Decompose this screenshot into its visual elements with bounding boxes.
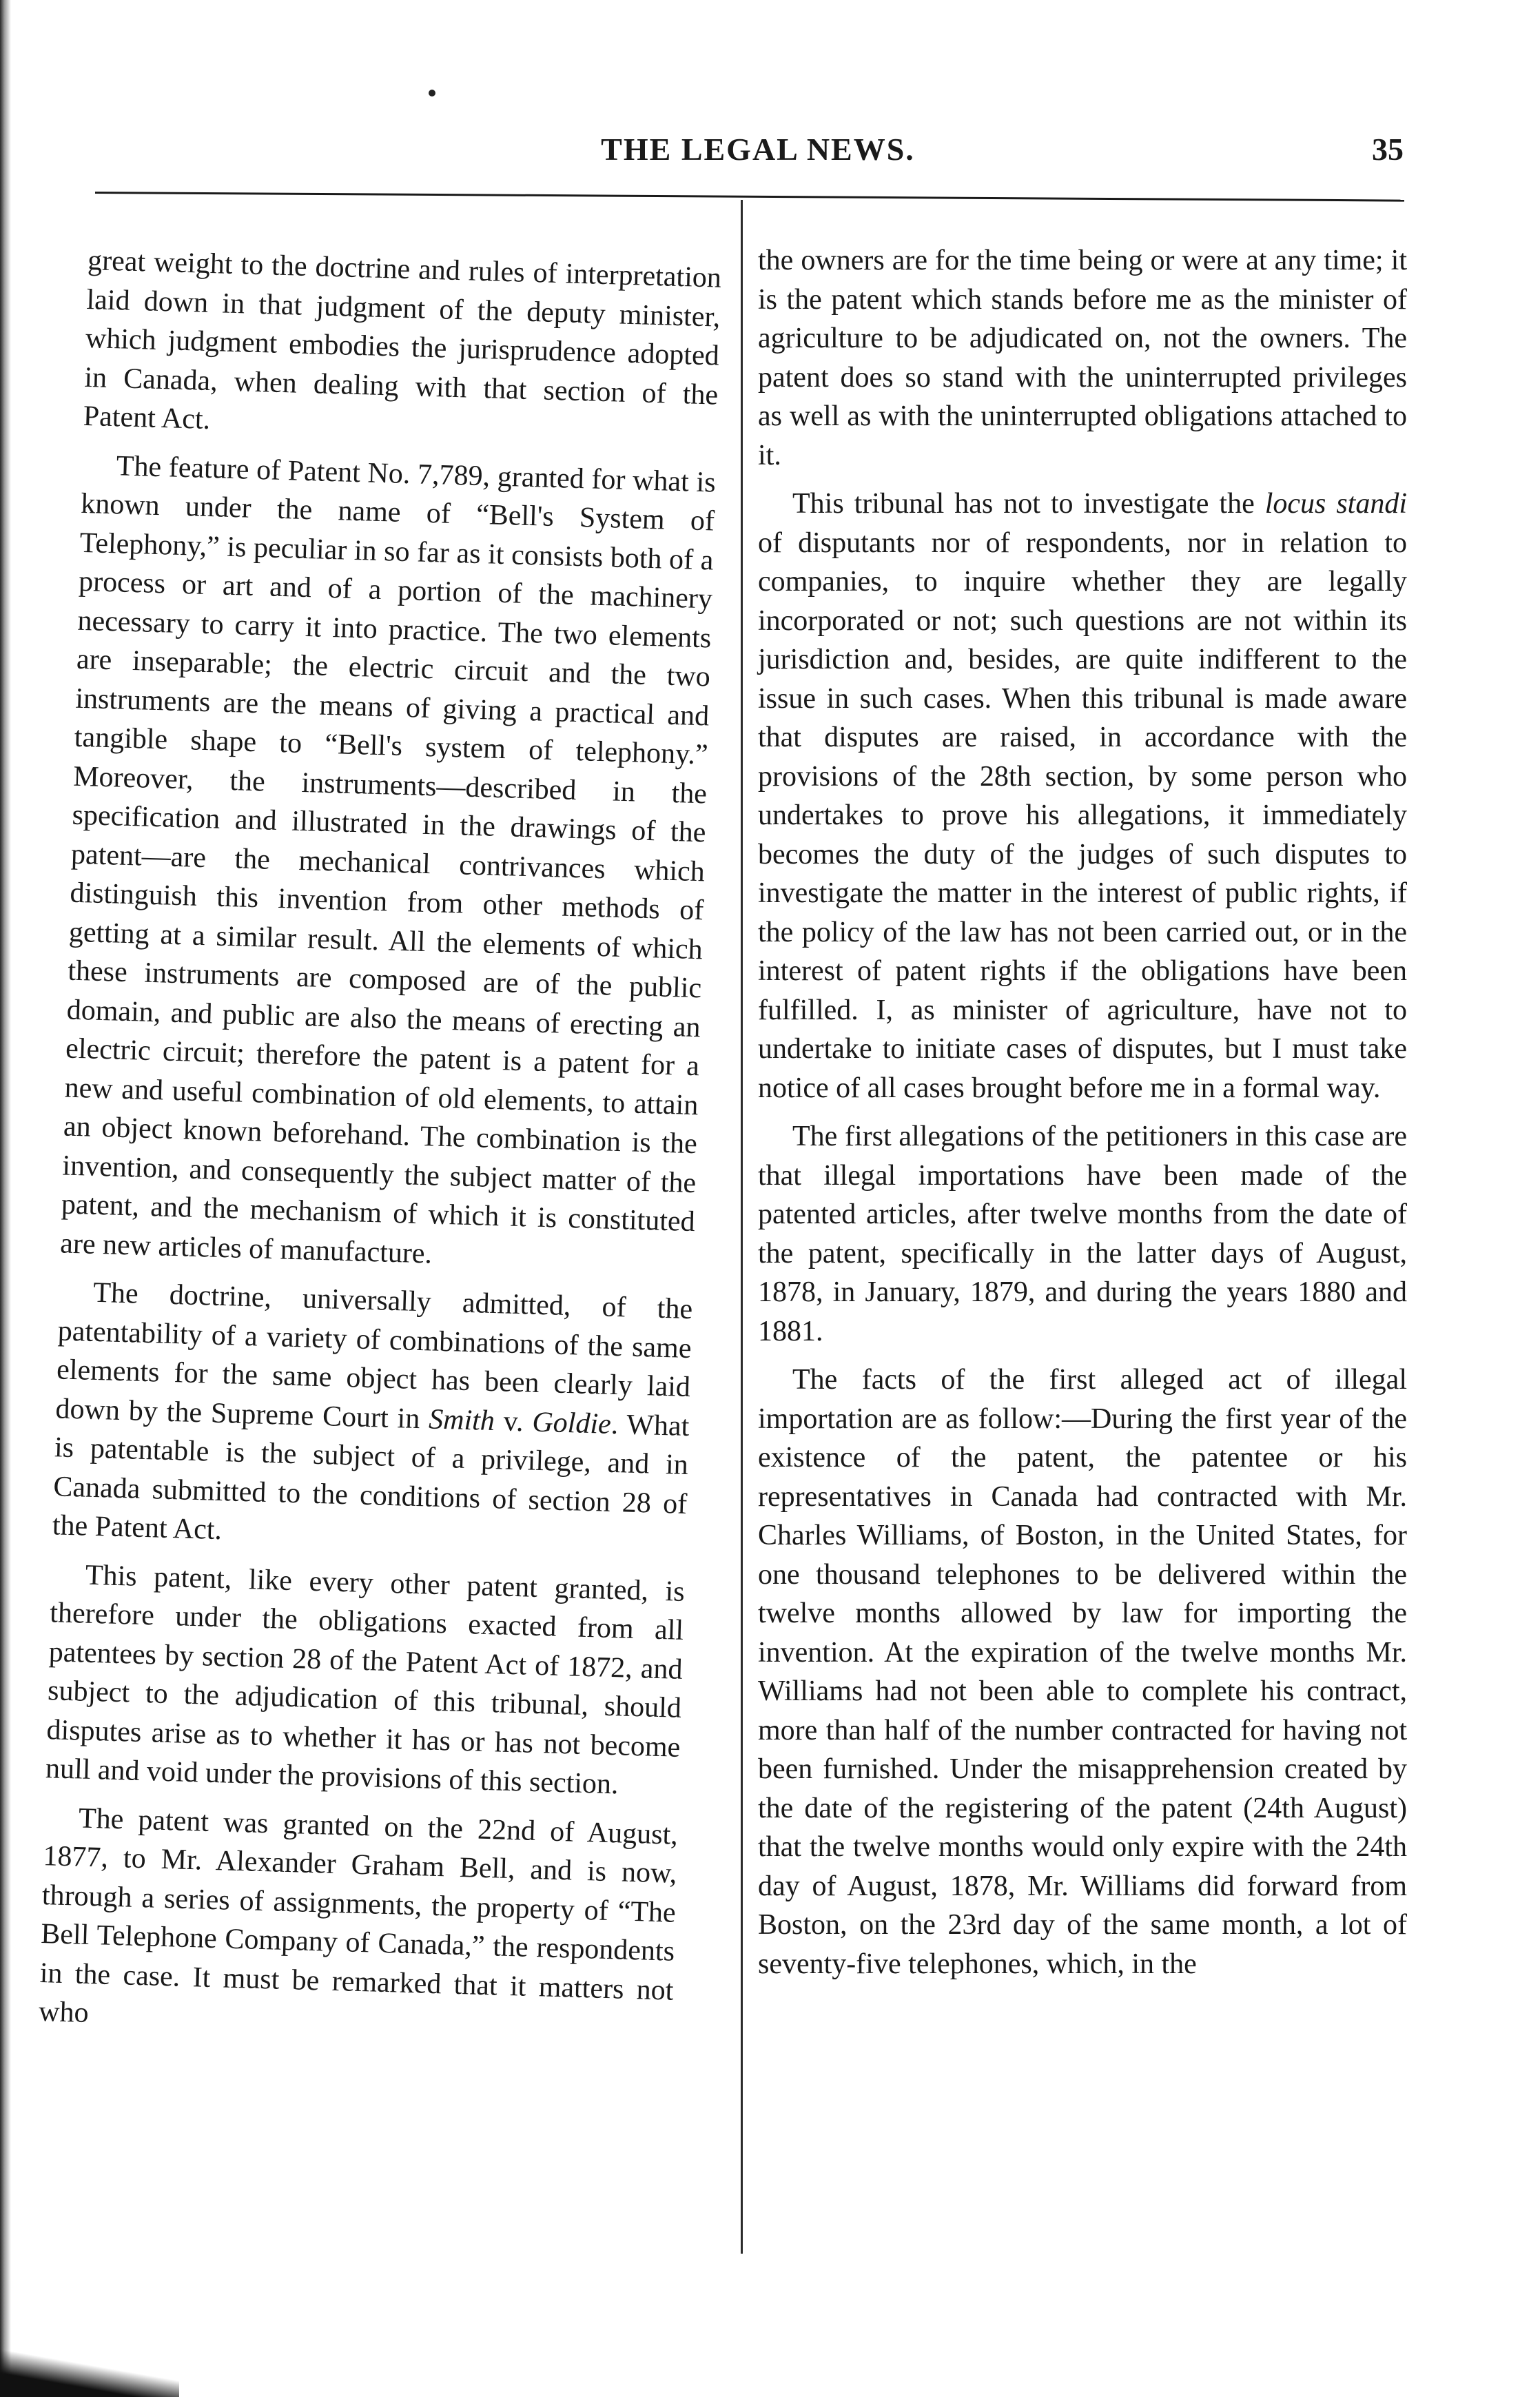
page-edge-shadow xyxy=(0,0,11,2397)
header-rule xyxy=(95,192,1404,202)
running-head: THE LEGAL NEWS. xyxy=(601,132,915,167)
paragraph: great weight to the doctrine and rules of interpretation laid down in that judgment of the deputy minister, which judgment embodies the jurisprudence adopted in Canada, when dealing with that section of the Patent Act. xyxy=(83,244,722,436)
paragraph: The feature of Patent No. 7,789, granted for what is known under the name of “Bell's System of Telephony,” is peculiar in so far as it consists both of a process or art and of a portion of the machinery necessary to carry it into practice. The two elements are inseparable; the electric circuit and the two instruments are the means of giving a practical and tangible shape to “Bell's system of telephony.” Moreover, the instruments—described in the specification and illustrated in the drawings of the patent—are the mechanical contrivances which distinguish this invention from other methods of getting at a similar result. All the elements of which these instruments are composed are of the public domain, and public are also the means of erecting an electric circuit; therefore the patent is a patent for a new and useful combination of old elements, to attain an object known beforehand. The combination is the invention, and consequently the subject matter of the patent, and the mechanism of which it is constituted are new articles of manufacture. xyxy=(59,449,717,1269)
right-column xyxy=(758,241,1407,1993)
text-run: The doctrine, universally admitted, of the patentability of a variety of combinations of the same elements for the same object has been clearly laid down by the Supreme Court in xyxy=(55,1276,693,1435)
paragraph xyxy=(758,484,1407,1108)
paragraph: The patent was granted on the 22nd of August, 1877, to Mr. Alexander Graham Bell, and is now, through a series of assignments, the property of “The Bell Telephone Company of Canada,” the respondents in the case. It must be remarked that it matters not who xyxy=(38,1802,679,2030)
paragraph xyxy=(52,1272,693,1562)
text-run: . What is patentable is the subject of a privilege, and in Canada submitted to the conditions of section 28 of the Patent Act. xyxy=(52,1408,690,1547)
paragraph: the owners are for the time being or were at any time; it is the patent which stands before me as the minister of agriculture to be adjudicated on, not the owners. The patent does so stand with the uninterrupted privileges as well as with the uninterrupted obligations attached to it. xyxy=(758,245,1407,471)
corner-shadow xyxy=(0,2349,179,2397)
page-number: 35 xyxy=(1372,132,1404,167)
case-name: Goldie xyxy=(531,1406,612,1440)
left-column xyxy=(38,241,722,2059)
latin-term: locus standi xyxy=(1264,488,1407,520)
column-rule xyxy=(741,200,743,2254)
paragraph: This patent, like every other patent granted, is therefore under the obligations exacted from all patentees by section 28 of the Patent Act of 1872, and subject to the adjudication of this tribunal, should disputes arise as to whether it has or has not become null and void under the provisions of this section. xyxy=(45,1559,686,1801)
text-run: of disputants nor of respondents, nor in relation to companies, to inquire whether they are legally incorporated or not; such questions are not within its jurisdiction and, besides, are quite indifferent to the issue in such cases. When this tribunal is made aware that disputes are raised, in accordance with the provisions of the 28th section, by some person who undertakes to prove his allegations, it immediately becomes the duty of the judges of such disputes to investigate the matter in the interest of public rights, if the policy of the law has not been carried out, or in the interest of patent rights if the obligations have been fulfilled. I, as minister of agriculture, have not to undertake to initiate cases of disputes, but I must take notice of all cases brought before me in a formal way. xyxy=(758,527,1407,1104)
ink-dot xyxy=(429,90,435,96)
text-run: v. xyxy=(494,1405,533,1438)
case-name: Smith xyxy=(428,1402,495,1437)
text-run: This tribunal has not to investigate the xyxy=(792,488,1265,520)
paragraph: The facts of the first alleged act of illegal importation are as follow:—During the first year of the existence of the patent, the patentee or his representatives in Canada had contracted with Mr. Charles Williams, of Boston, in the United States, for one thousand telephones to be delivered within the twelve months allowed by law for importing the invention. At the expiration of the twelve months Mr. Williams had not been able to complete his contract, more than half of the number contracted for having not been furnished. Under the misapprehension created by the date of the registering of the patent (24th August) that the twelve months would only expire with the 24th day of August, 1878, Mr. Williams did forward from Boston, on the 23rd day of the same month, a lot of seventy-five telephones, which, in the xyxy=(758,1364,1407,1980)
paragraph: The first allegations of the petitioners in this case are that illegal importations have been made of the patented articles, after twelve months from the date of the patent, specifically in the latter days of August, 1878, in January, 1879, and during the years 1880 and 1881. xyxy=(758,1121,1407,1347)
